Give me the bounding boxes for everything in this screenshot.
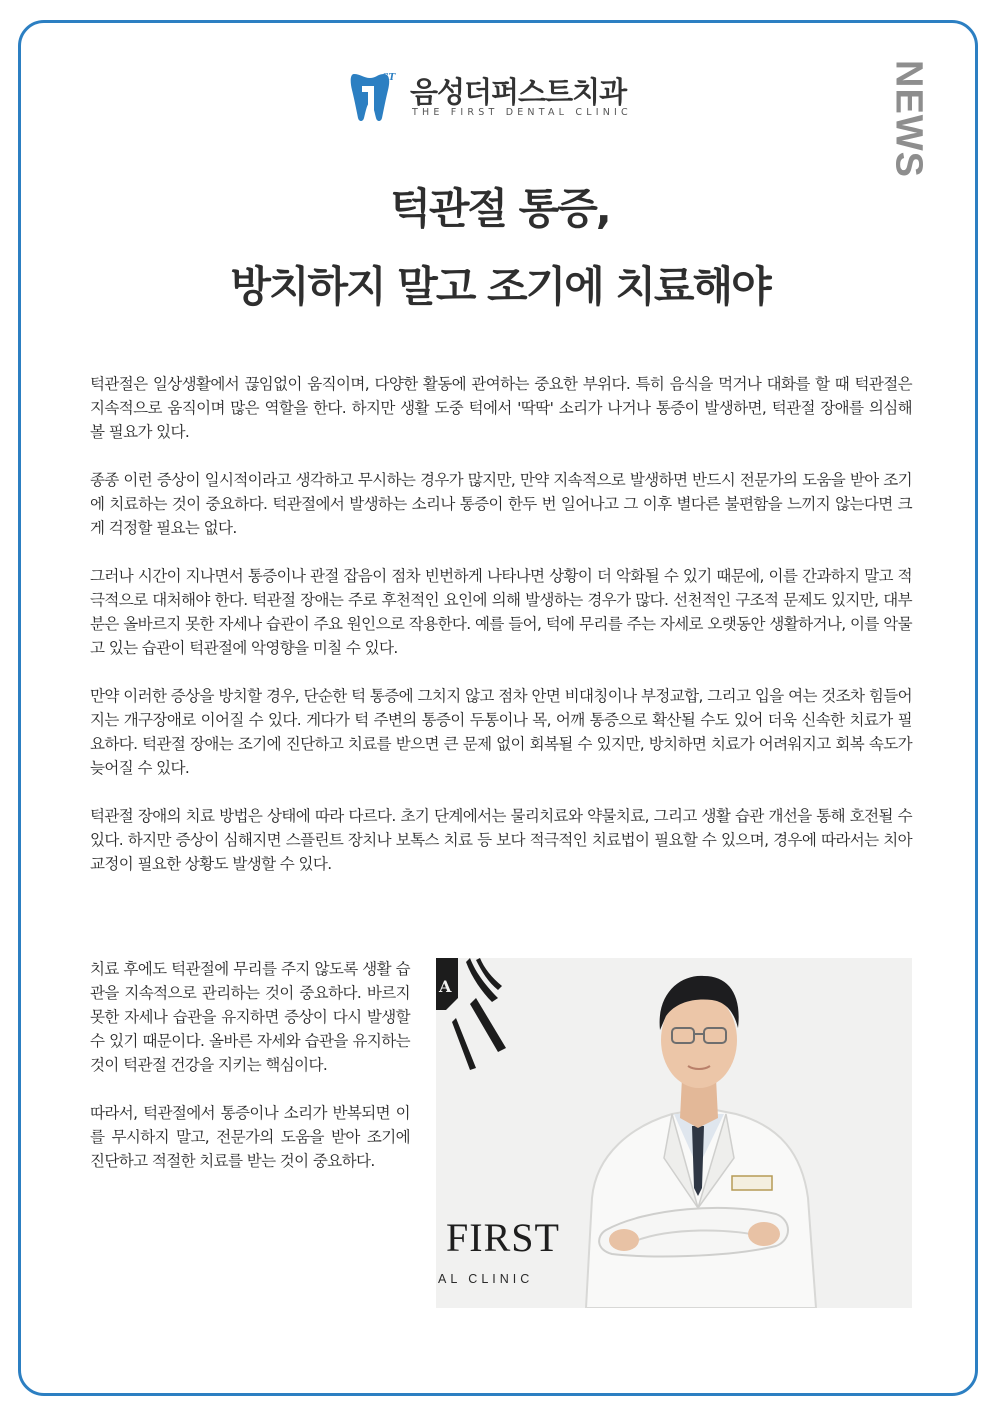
headline-line-1: 턱관절 통증, bbox=[390, 184, 610, 233]
side-paragraph: 따라서, 턱관절에서 통증이나 소리가 반복되면 이를 무시하지 말고, 전문가의 도움을 받아 조기에 진단하고 적절한 치료를 받는 것이 중요하다. bbox=[90, 1104, 410, 1170]
headline-line-2: 방치하지 말고 조기에 치료해야 bbox=[230, 262, 770, 311]
logo-mark-text: ST bbox=[382, 73, 396, 83]
article-paragraph: 그러나 시간이 지나면서 통증이나 관절 잡음이 점차 빈번하게 나타나면 상황이 더 악화될 수 있기 때문에, 이를 간과하지 말고 적극적으로 대처해야 한다. 턱관절 장애는 주로 후천적인 요인에 의해 발생하는 경우가 많다. 선천적인 구조적 문제도 있지만, 대부분은 올바르지 못한 자세나 습관이 주요 원인으로 작용한다. 예를 들어, 턱에 무리를 주는 자세로 오랫동안 생활하거나, 이를 악물고 있는 습관이 턱관절에 악영향을 미칠 수 있다. bbox=[90, 567, 912, 657]
article-paragraph: 턱관절 장애의 치료 방법은 상태에 따라 다르다. 초기 단계에서는 물리치료와 약물치료, 그리고 생활 습관 개선을 통해 호전될 수 있다. 하지만 증상이 심해지면 스플린트 장치나 보톡스 치료 등 보다 적극적인 치료법이 필요할 수 있으며, 경우에 따라서는 치아교정이 필요한 상황도 발생할 수 있다. bbox=[90, 807, 912, 873]
headline bbox=[0, 170, 1000, 326]
article-paragraph: 종종 이런 증상이 일시적이라고 생각하고 무시하는 경우가 많지만, 만약 지속적으로 발생하면 반드시 전문가의 도움을 받아 조기에 치료하는 것이 중요하다. 턱관절에서 발생하는 소리나 통증이 한두 번 일어나고 그 이후 별다른 불편함을 느끼지 않는다면 크게 걱정할 필요는 없다. bbox=[90, 471, 912, 537]
tooth-logo-icon bbox=[348, 68, 400, 124]
clinic-subtitle: THE FIRST DENTAL CLINIC bbox=[412, 107, 632, 118]
article-paragraph: 만약 이러한 증상을 방치할 경우, 단순한 턱 통증에 그치지 않고 점차 안면 비대칭이나 부정교합, 그리고 입을 여는 것조차 힘들어지는 개구장애로 이어질 수 있다. 게다가 턱 주변의 통증이 두통이나 목, 어깨 통증으로 확산될 수도 있어 더욱 신속한 치료가 필요하다. 턱관절 장애는 조기에 진단하고 치료를 받으면 큰 문제 없이 회복될 수 있지만, 방치하면 치료가 어려워지고 회복 속도가 늦어질 수 있다. bbox=[90, 687, 912, 777]
side-paragraph: 치료 후에도 턱관절에 무리를 주지 않도록 생활 습관을 지속적으로 관리하는 것이 중요하다. 바르지 못한 자세나 습관을 유지하면 증상이 다시 발생할 수 있기 때문이다. 올바른 자세와 습관을 유지하는 것이 턱관절 건강을 지키는 핵심이다. bbox=[90, 960, 410, 1074]
wall-brand-text: FIRST bbox=[446, 1215, 560, 1260]
article-paragraph: 턱관절은 일상생활에서 끊임없이 움직이며, 다양한 활동에 관여하는 중요한 부위다. 특히 음식을 먹거나 대화를 할 때 턱관절은 지속적으로 움직이며 많은 역할을 한다. 하지만 생활 도중 턱에서 '딱딱' 소리가 나거나 통증이 발생하면, 턱관절 장애를 의심해 볼 필요가 있다. bbox=[90, 375, 912, 441]
doctor-photo bbox=[436, 958, 912, 1308]
article-body bbox=[90, 372, 912, 900]
article-side-body bbox=[90, 957, 410, 1197]
news-tag bbox=[885, 62, 931, 176]
emblem-letter: A bbox=[439, 977, 452, 996]
clinic-name: 음성더퍼스트치과 bbox=[410, 75, 627, 109]
news-tag-label: NEWS bbox=[887, 60, 930, 178]
wall-sub-text: AL CLINIC bbox=[438, 1272, 534, 1286]
